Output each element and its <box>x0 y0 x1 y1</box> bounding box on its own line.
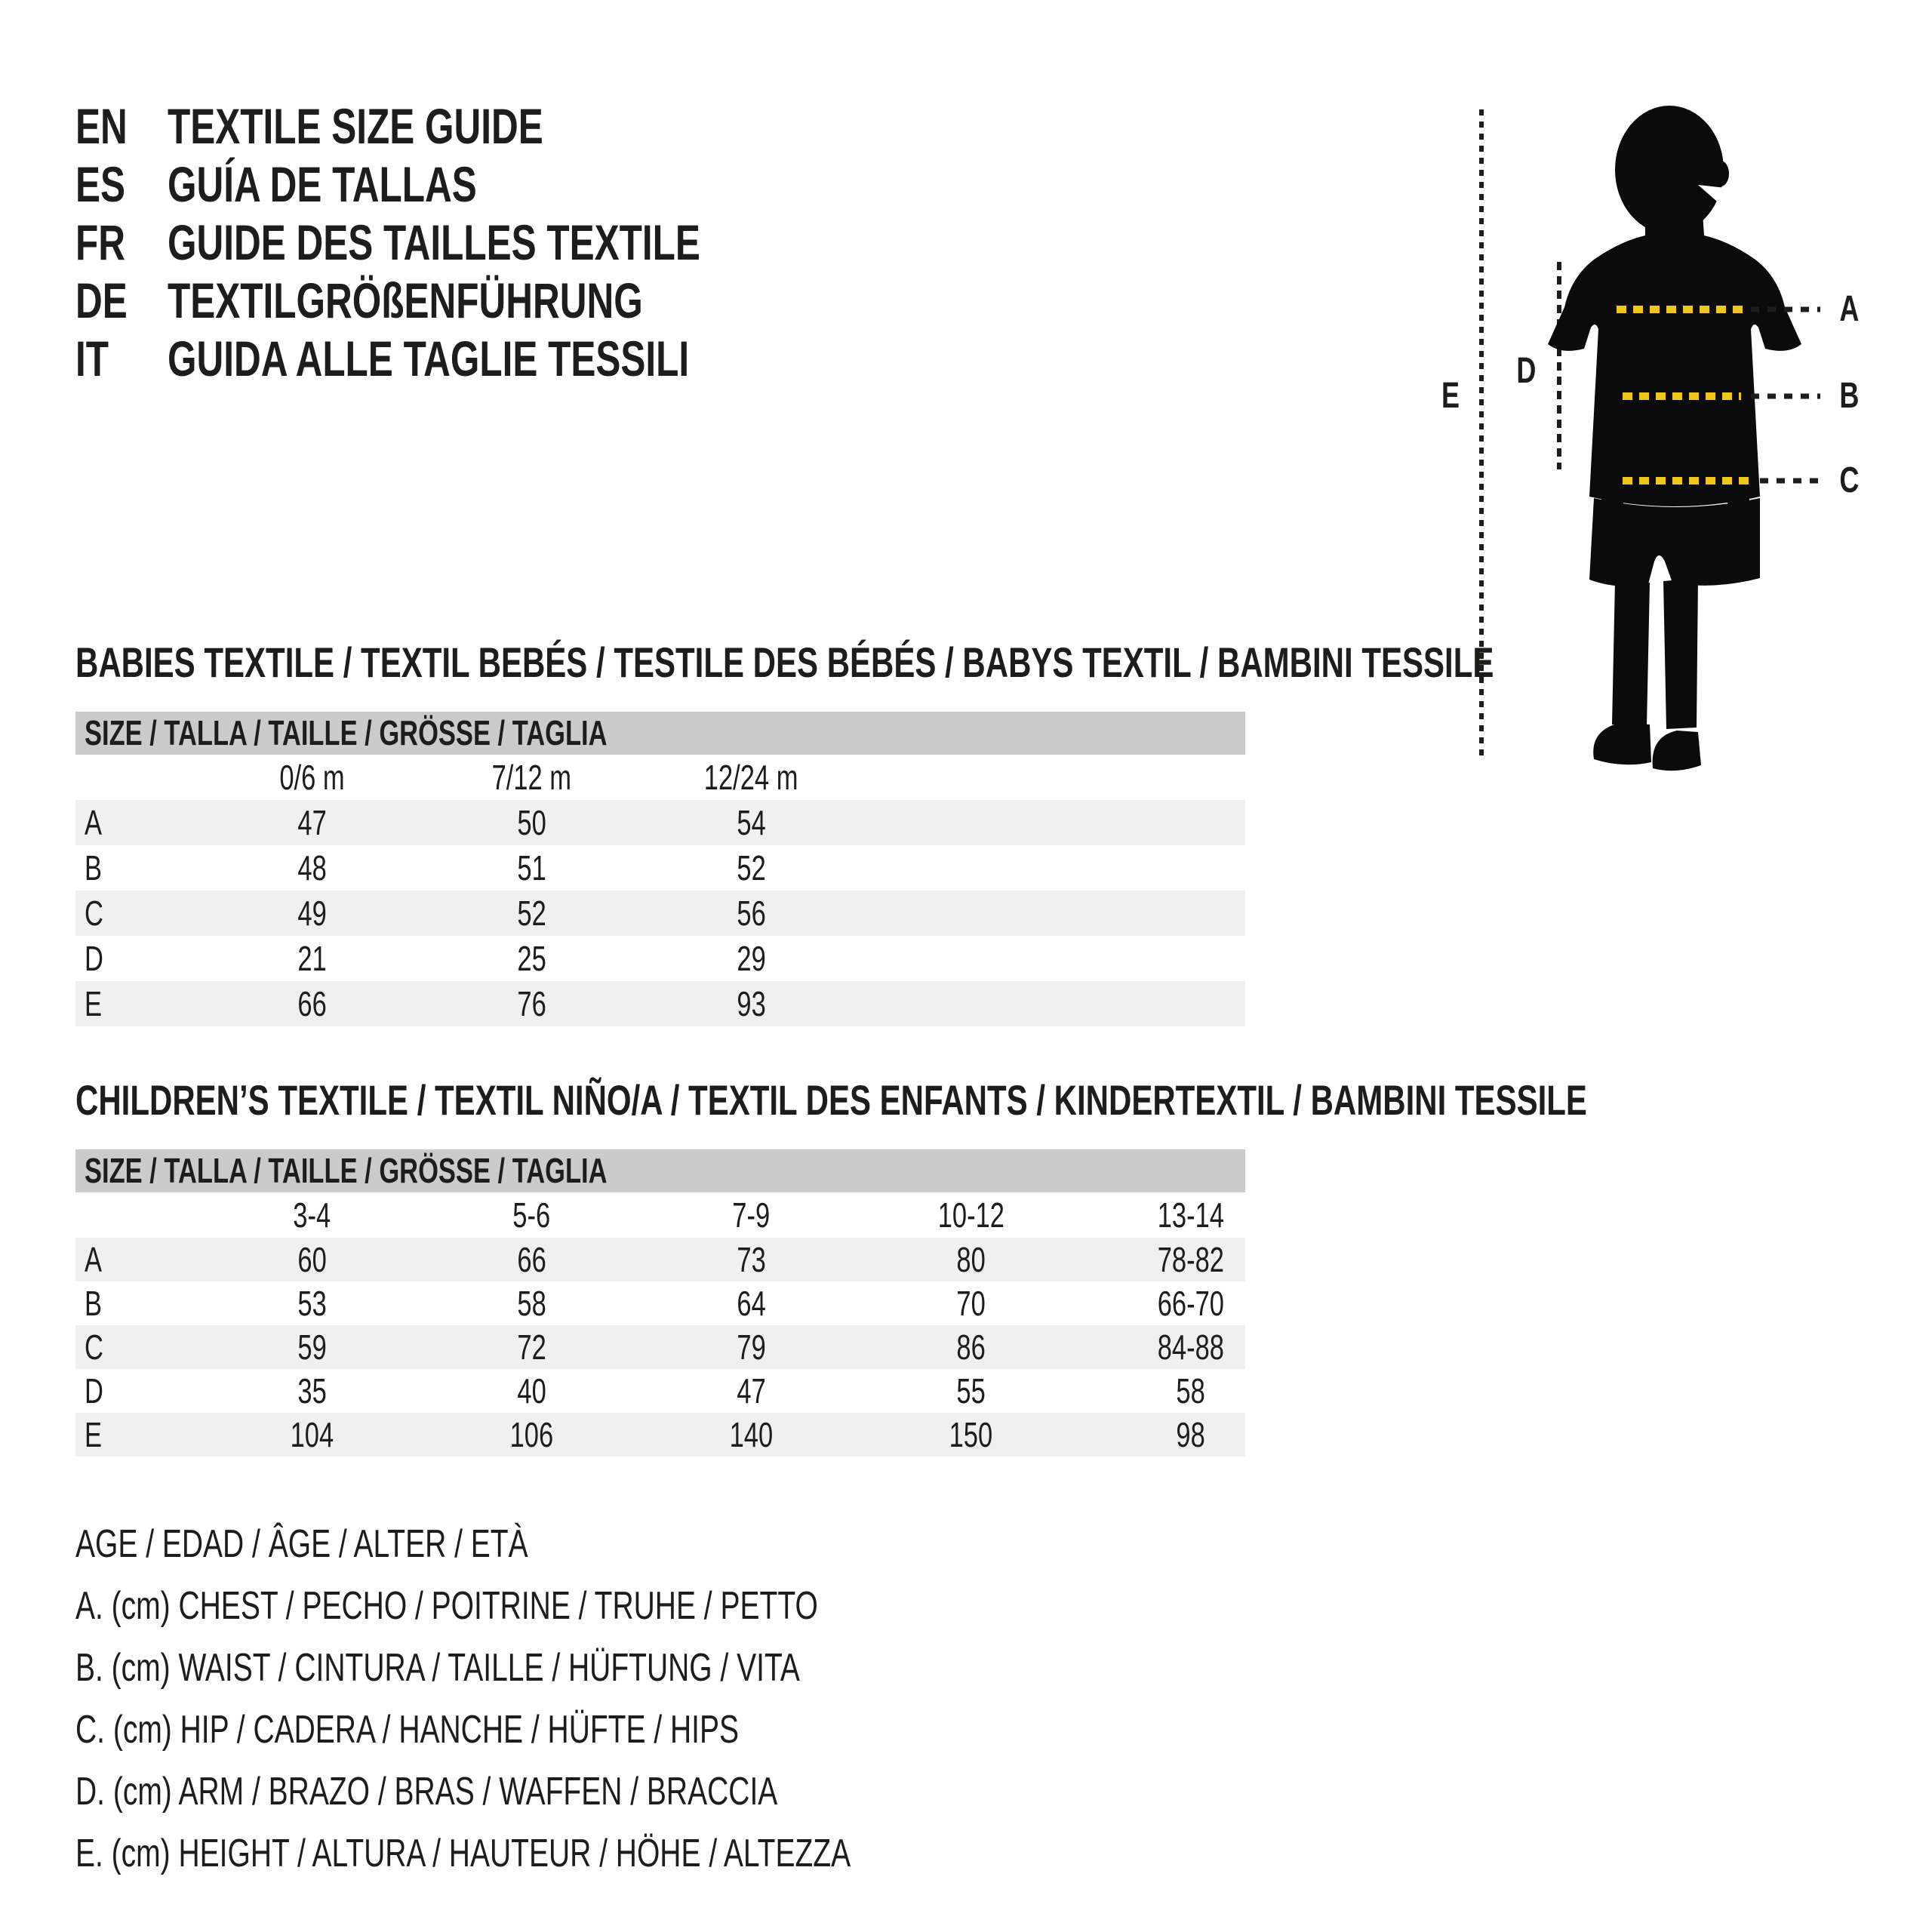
table-cell-text: 79 <box>737 1327 766 1367</box>
language-code-text: FR <box>75 214 125 270</box>
measure-label-b-text: B <box>1838 376 1859 416</box>
children-size-table <box>75 1149 1245 1457</box>
legend-line-waist <box>75 1645 1041 1690</box>
table-cell <box>202 1413 422 1457</box>
row-label-text: C <box>85 1327 103 1367</box>
table-cell-text: 56 <box>737 894 766 933</box>
table-cell <box>1081 1325 1300 1369</box>
row-label <box>85 1281 108 1325</box>
table-cell-text: 52 <box>737 848 766 888</box>
measure-label-b <box>1826 372 1872 420</box>
column-header-text: 3-4 <box>293 1195 331 1235</box>
header-line-es <box>0 158 1358 211</box>
table-cell <box>202 1238 422 1281</box>
guide-title <box>168 100 669 152</box>
table-cell <box>641 845 861 891</box>
table-cell <box>422 1325 641 1369</box>
child-silhouette-figure <box>1396 45 1932 815</box>
legend-line-age-text: AGE / EDAD / ÂGE / ALTER / ETÀ <box>75 1522 528 1566</box>
column-header-row <box>75 755 1245 800</box>
legend-line-waist-text: B. (cm) WAIST / CINTURA / TAILLE / HÜFTUNG / VITA <box>75 1646 800 1690</box>
table-cell-text: 60 <box>297 1240 327 1279</box>
table-row <box>75 845 1245 891</box>
table-cell-text: 93 <box>737 984 766 1023</box>
table-cell <box>422 936 641 981</box>
table-cell-text: 53 <box>297 1284 327 1323</box>
table-cell-text: 51 <box>517 848 546 888</box>
children-section-heading <box>75 1078 1932 1123</box>
table-cell-text: 140 <box>729 1415 774 1454</box>
header-line-it <box>0 332 1358 385</box>
table-cell <box>861 1413 1081 1457</box>
table-cell-text: 66 <box>297 984 327 1023</box>
table-cell-text: 25 <box>517 939 546 978</box>
table-cell-text: 47 <box>297 803 327 842</box>
table-cell <box>641 1325 861 1369</box>
table-cell <box>641 981 861 1026</box>
table-cell-text: 59 <box>297 1327 327 1367</box>
row-label <box>85 891 109 936</box>
guide-title-text: GUÍA DE TALLAS <box>168 156 477 212</box>
column-header <box>422 755 641 800</box>
row-label <box>85 800 108 845</box>
legend-line-hip <box>75 1707 960 1752</box>
children-section-heading-text: CHILDREN’S TEXTILE / TEXTIL NIÑO/A / TEXTIL DES ENFANTS / KINDERTEXTIL / BAMBINI TESSILE <box>75 1076 1587 1124</box>
column-header-text: 10-12 <box>937 1195 1004 1235</box>
table-cell-text: 55 <box>956 1371 986 1411</box>
table-cell-text: 21 <box>297 939 327 978</box>
table-row <box>75 1238 1245 1281</box>
guide-title-text: GUIDE DES TAILLES TEXTILE <box>168 214 700 270</box>
guide-title <box>168 216 878 269</box>
table-cell-text: 35 <box>297 1371 327 1411</box>
table-cell-text: 52 <box>517 894 546 933</box>
table-row <box>75 936 1245 981</box>
table-cell <box>1081 1238 1300 1281</box>
language-code <box>75 274 145 327</box>
language-code-text: DE <box>75 272 128 328</box>
table-cell-text: 76 <box>517 984 546 1023</box>
table-cell <box>641 800 861 845</box>
table-cell <box>1081 1281 1300 1325</box>
row-label-text: A <box>85 1240 103 1279</box>
row-label-text: A <box>85 803 103 842</box>
row-label-text: B <box>85 848 103 888</box>
measure-label-e-text: E <box>1441 376 1460 416</box>
table-row <box>75 981 1245 1026</box>
table-cell <box>641 1413 861 1457</box>
table-cell <box>422 1413 641 1457</box>
table-header-text: SIZE / TALLA / TAILLE / GRÖSSE / TAGLIA <box>85 713 608 752</box>
table-cell-text: 78-82 <box>1157 1240 1224 1279</box>
measure-label-c <box>1826 457 1872 505</box>
table-cell <box>641 891 861 936</box>
row-label <box>85 1413 108 1457</box>
table-cell <box>422 845 641 891</box>
table-cell-text: 50 <box>517 803 546 842</box>
table-cell-text: 64 <box>737 1284 766 1323</box>
language-code <box>75 332 120 385</box>
column-header-text: 12/24 m <box>704 758 798 797</box>
table-cell-text: 54 <box>737 803 766 842</box>
table-cell <box>202 891 422 936</box>
legend-line-chest <box>75 1583 1066 1629</box>
table-cell <box>422 1369 641 1413</box>
table-cell <box>202 845 422 891</box>
row-label-text: B <box>85 1284 103 1323</box>
table-header-bar <box>75 1149 1245 1192</box>
table-row <box>75 891 1245 936</box>
legend-line-height-text: E. (cm) HEIGHT / ALTURA / HAUTEUR / HÖHE / ALTEZZA <box>75 1832 851 1875</box>
table-cell <box>422 800 641 845</box>
table-cell-text: 86 <box>956 1327 986 1367</box>
measure-label-c-text: C <box>1838 460 1859 500</box>
table-cell <box>641 1238 861 1281</box>
table-cell-text: 66 <box>517 1240 546 1279</box>
table-cell <box>641 936 861 981</box>
column-header <box>641 755 861 800</box>
column-header-text: 0/6 m <box>279 758 345 797</box>
language-code <box>75 100 145 152</box>
guide-title-text: TEXTILGRÖßENFÜHRUNG <box>168 272 643 328</box>
row-label <box>85 1325 109 1369</box>
measure-label-a <box>1826 285 1872 334</box>
table-row <box>75 1413 1245 1457</box>
table-cell-text: 104 <box>290 1415 334 1454</box>
language-code-text: IT <box>75 331 109 386</box>
row-label <box>85 981 108 1026</box>
language-code-text: EN <box>75 98 128 154</box>
table-cell-text: 48 <box>297 848 327 888</box>
table-cell <box>202 936 422 981</box>
legend-line-arm-text: D. (cm) ARM / BRAZO / BRAS / WAFFEN / BRACCIA <box>75 1770 778 1814</box>
language-code-text: ES <box>75 156 126 212</box>
column-header-row <box>75 1192 1245 1238</box>
guide-title <box>168 158 580 211</box>
table-cell <box>422 891 641 936</box>
table-cell-text: 106 <box>509 1415 554 1454</box>
table-cell <box>202 1369 422 1413</box>
row-label <box>85 936 109 981</box>
legend-line-age <box>75 1521 678 1567</box>
column-header <box>422 1192 641 1238</box>
legend-line-arm <box>75 1769 1011 1814</box>
table-cell-text: 29 <box>737 939 766 978</box>
row-label <box>85 1238 108 1281</box>
table-row <box>75 1281 1245 1325</box>
table-cell <box>202 981 422 1026</box>
table-cell <box>641 1281 861 1325</box>
table-cell <box>422 1238 641 1281</box>
measure-label-d-text: D <box>1515 351 1536 391</box>
guide-title-text: GUIDA ALLE TAGLIE TESSILI <box>168 331 690 386</box>
table-cell-text: 72 <box>517 1327 546 1367</box>
table-cell <box>641 1369 861 1413</box>
column-header-text: 5-6 <box>512 1195 551 1235</box>
column-header <box>1081 1192 1300 1238</box>
table-cell <box>202 1325 422 1369</box>
table-cell-text: 84-88 <box>1157 1327 1224 1367</box>
header-line-de <box>0 274 1358 327</box>
row-label-text: C <box>85 894 103 933</box>
table-cell-text: 73 <box>737 1240 766 1279</box>
table-cell <box>861 1281 1081 1325</box>
babies-size-table <box>75 712 1245 1026</box>
table-row <box>75 1325 1245 1369</box>
legend-line-chest-text: A. (cm) CHEST / PECHO / POITRINE / TRUHE / PETTO <box>75 1584 818 1628</box>
table-cell <box>202 800 422 845</box>
table-cell-text: 40 <box>517 1371 546 1411</box>
table-cell <box>861 1369 1081 1413</box>
table-cell-text: 70 <box>956 1284 986 1323</box>
table-cell <box>861 1325 1081 1369</box>
legend-line-height <box>75 1831 1109 1876</box>
row-label-text: E <box>85 984 103 1023</box>
row-label-text: D <box>85 1371 103 1411</box>
table-cell <box>1081 1369 1300 1413</box>
language-code <box>75 158 142 211</box>
column-header-text: 7-9 <box>732 1195 771 1235</box>
table-cell <box>422 981 641 1026</box>
table-cell-text: 47 <box>737 1371 766 1411</box>
header-line-fr <box>0 216 1358 269</box>
table-row <box>75 1369 1245 1413</box>
table-cell-text: 58 <box>517 1284 546 1323</box>
measure-label-a-text: A <box>1838 289 1859 329</box>
table-cell <box>1081 1413 1300 1457</box>
column-header <box>861 1192 1081 1238</box>
row-label-text: D <box>85 939 103 978</box>
table-cell-text: 66-70 <box>1157 1284 1224 1323</box>
row-label <box>85 845 108 891</box>
guide-title-text: TEXTILE SIZE GUIDE <box>168 98 543 154</box>
table-header-bar <box>75 712 1245 755</box>
table-cell <box>861 1238 1081 1281</box>
guide-title <box>168 274 801 327</box>
babies-section-heading <box>75 640 1932 685</box>
measure-label-d <box>1503 347 1549 395</box>
guide-title <box>168 332 863 385</box>
table-cell-text: 98 <box>1176 1415 1205 1454</box>
table-row <box>75 800 1245 845</box>
table-cell-text: 58 <box>1176 1371 1205 1411</box>
column-header-text: 13-14 <box>1157 1195 1224 1235</box>
legend-line-hip-text: C. (cm) HIP / CADERA / HANCHE / HÜFTE / HIPS <box>75 1708 740 1752</box>
row-label <box>85 1369 109 1413</box>
table-cell-text: 150 <box>949 1415 993 1454</box>
column-header <box>202 1192 422 1238</box>
header-line-en <box>0 100 1358 152</box>
column-header-text: 7/12 m <box>491 758 572 797</box>
column-header <box>202 755 422 800</box>
table-cell-text: 80 <box>956 1240 986 1279</box>
row-label-text: E <box>85 1415 103 1454</box>
table-cell <box>202 1281 422 1325</box>
table-cell <box>422 1281 641 1325</box>
table-header-text: SIZE / TALLA / TAILLE / GRÖSSE / TAGLIA <box>85 1151 608 1190</box>
measure-label-e <box>1428 372 1473 420</box>
column-header <box>641 1192 861 1238</box>
table-cell-text: 49 <box>297 894 327 933</box>
babies-section-heading-text: BABIES TEXTILE / TEXTIL BEBÉS / TESTILE DES BÉBÉS / BABYS TEXTIL / BAMBINI TESSILE <box>75 638 1494 686</box>
language-code <box>75 216 142 269</box>
